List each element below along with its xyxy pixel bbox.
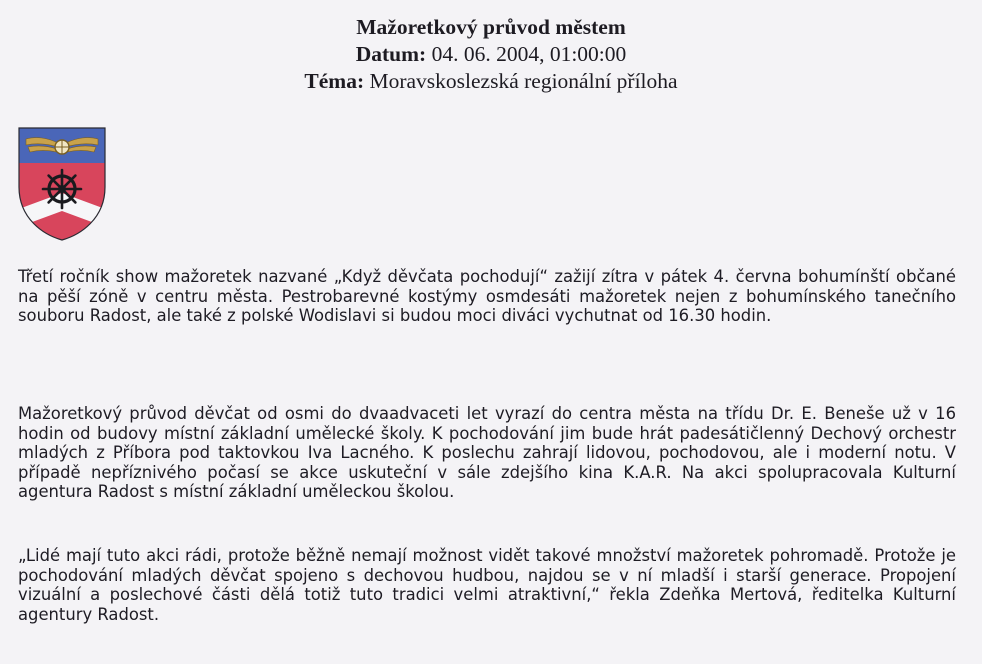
paragraph-2: Mažoretkový průvod děvčat od osmi do dvaadvaceti let vyrazí do centra města na třídu Dr. E. Beneše už v 16 hodin od budovy místní základní umělecké školy. K pochodování jim bude hrát padesátičlenný Dechový orchestr mladých z Příbora pod taktovkou Iva Lacného. K poslechu zahrají lidovou, pochodovou, ale i moderní notu. V případě nepříznivého počasí se akce uskuteční v sále zdejšího kina K.A.R. Na akci spolupracovala Kulturní agentura Radost s místní základní uměleckou školou.	[18, 404, 956, 501]
document-title: Mažoretkový průvod městem	[356, 15, 626, 39]
coat-of-arms-icon	[18, 127, 106, 241]
topic-line	[0, 68, 982, 95]
paragraph-3: „Lidé mají tuto akci rádi, protože běžně nemají možnost vidět takové množství mažoretek pohromadě. Protože je pochodování mladých děvčat spojeno s dechovou hudbou, najdou se v ní mladší i starší generace. Propojení vizuální a poslechové části dělá totiž tuto tradici velmi atraktivní,“ řekla Zdeňka Mertová, ředitelka Kulturní agentury Radost.	[18, 546, 956, 624]
topic-value: Moravskoslezská regionální příloha	[369, 69, 678, 93]
date-value: 04. 06. 2004, 01:00:00	[431, 42, 627, 66]
ship-wheel-icon	[43, 170, 81, 208]
date-line	[0, 41, 982, 68]
paragraph-1: Třetí ročník show mažoretek nazvané „Když děvčata pochodují“ zažijí zítra v pátek 4. června bohumínští občané na pěší zóně v centru města. Pestrobarevné kostýmy osmdesáti mažoretek nejen z bohumínského tanečního souboru Radost, ale také z polské Wodislavi si budou moci diváci vychutnat od 16.30 hodin.	[18, 267, 956, 325]
topic-label: Téma:	[304, 69, 365, 93]
date-label: Datum:	[355, 42, 427, 66]
document-header	[0, 14, 982, 95]
